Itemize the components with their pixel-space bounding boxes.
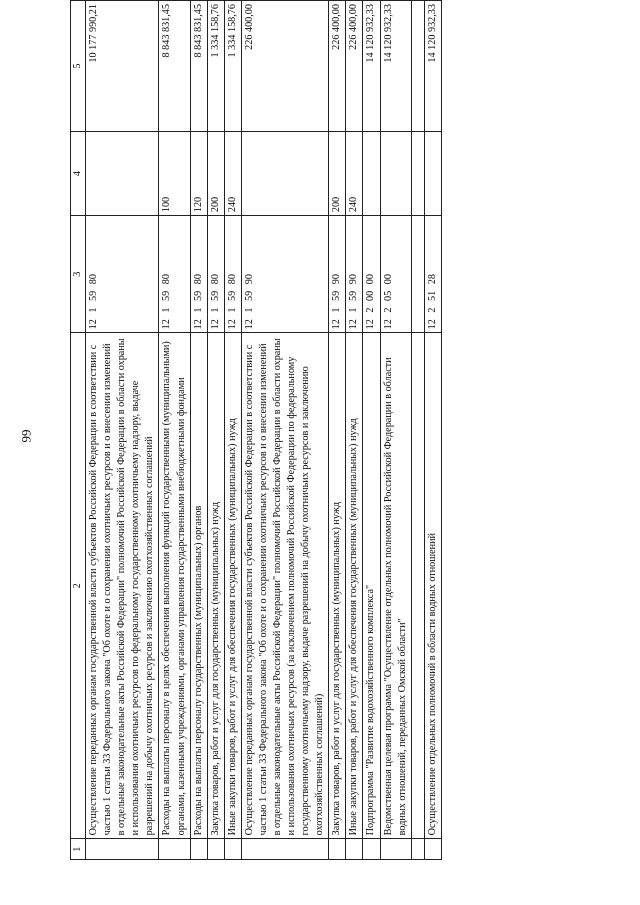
cell-expense-type: 100 — [159, 132, 190, 216]
cell-name: Закупка товаров, работ и услуг для государственных (муниципальных) нужд — [207, 333, 224, 839]
header-col-3: 3 — [71, 216, 86, 333]
table-row — [86, 1, 159, 860]
table-row — [424, 1, 441, 860]
cell-col-1 — [241, 839, 328, 860]
cell-col-1 — [424, 839, 441, 860]
table-row — [159, 1, 190, 860]
table-header-row — [71, 1, 86, 860]
empty-cell — [411, 839, 424, 860]
cell-expense-type — [86, 132, 159, 216]
cell-code: 12 1 59 80 — [159, 216, 190, 333]
cell-code: 12 1 59 90 — [329, 216, 346, 333]
cell-expense-type — [380, 132, 411, 216]
cell-code: 12 1 59 80 — [207, 216, 224, 333]
header-col-2: 2 — [71, 333, 86, 839]
cell-expense-type: 240 — [346, 132, 363, 216]
cell-sum: 226 400,00 — [241, 1, 328, 132]
cell-name: Подпрограмма "Развитие водохозяйственного комплекса" — [363, 333, 380, 839]
cell-name: Осуществление отдельных полномочий в области водных отношений — [424, 333, 441, 839]
cell-sum: 10 177 990,21 — [86, 1, 159, 132]
budget-table — [70, 0, 442, 860]
cell-code: 12 1 59 90 — [241, 216, 328, 333]
cell-sum: 14 120 932,33 — [363, 1, 380, 132]
table-row — [363, 1, 380, 860]
cell-name: Иные закупки товаров, работ и услуг для обеспечения государственных (муниципальных) нужд — [224, 333, 241, 839]
cell-col-1 — [86, 839, 159, 860]
cell-name: Расходы на выплаты персоналу в целях обеспечения выполнения функций государственными (муниципальными) органами, казенными учреждениями, органами управления государственными внебюджетными фондами — [159, 333, 190, 839]
cell-sum: 226 400,00 — [329, 1, 346, 132]
cell-col-1 — [363, 839, 380, 860]
cell-sum: 226 400,00 — [346, 1, 363, 132]
header-col-5: 5 — [71, 1, 86, 132]
table-row — [224, 1, 241, 860]
table-row — [241, 1, 328, 860]
cell-expense-type: 200 — [207, 132, 224, 216]
table-row — [329, 1, 346, 860]
table-body — [86, 1, 442, 860]
cell-code: 12 2 51 28 — [424, 216, 441, 333]
cell-expense-type: 200 — [329, 132, 346, 216]
cell-sum: 1 334 158,76 — [207, 1, 224, 132]
cell-name: Иные закупки товаров, работ и услуг для обеспечения государственных (муниципальных) нужд — [346, 333, 363, 839]
cell-expense-type — [424, 132, 441, 216]
table-gap-row — [411, 1, 424, 860]
table-row — [346, 1, 363, 860]
cell-name: Ведомственная целевая программа "Осуществление отдельных полномочий Российской Федерации в области водных отношений, переданных Омской области" — [380, 333, 411, 839]
header-col-1: 1 — [71, 839, 86, 860]
cell-sum: 1 334 158,76 — [224, 1, 241, 132]
cell-sum: 8 843 831,45 — [190, 1, 207, 132]
cell-expense-type: 240 — [224, 132, 241, 216]
cell-col-1 — [207, 839, 224, 860]
cell-sum: 14 120 932,33 — [424, 1, 441, 132]
cell-code: 12 1 59 80 — [224, 216, 241, 333]
table-row — [380, 1, 411, 860]
cell-name: Осуществление переданных органам государственной власти субъектов Российской Федерации в соответствии с частью 1 статьи 33 Федерального закона "Об охоте и о сохранении охотничьих ресурсов и о внесении изменений в отдельные законодательные акты Российской Федерации" полномочий Российской Федерации в области охраны и использования охотничьих ресурсов (за исключением полномочий Российской Федерации по федеральному государственному охотничьему надзору, выдаче разрешений на добычу охотничьих ресурсов и заключению охотхозяйственных соглашений) — [241, 333, 328, 839]
cell-sum: 14 120 932,33 — [380, 1, 411, 132]
cell-sum: 8 843 831,45 — [159, 1, 190, 132]
empty-cell — [411, 132, 424, 216]
cell-code: 12 2 05 00 — [380, 216, 411, 333]
cell-col-1 — [224, 839, 241, 860]
empty-cell — [411, 216, 424, 333]
cell-code: 12 1 59 90 — [346, 216, 363, 333]
cell-name: Осуществление переданных органам государственной власти субъектов Российской Федерации в соответствии с частью 1 статьи 33 Федерального закона "Об охоте и о сохранении охотничьих ресурсов и о внесении изменений в отдельные законодательные акты Российской Федерации" полномочий Российской Федерации в области охраны и использования охотничьих ресурсов по федеральному государственному охотничьему надзору, выдаче разрешений на добычу охотничьих ресурсов и заключению охотхозяйственных соглашений — [86, 333, 159, 839]
cell-code: 12 1 59 80 — [86, 216, 159, 333]
empty-cell — [411, 333, 424, 839]
table-row — [190, 1, 207, 860]
cell-code: 12 2 00 00 — [363, 216, 380, 333]
cell-name: Расходы на выплаты персоналу государственных (муниципальных) органов — [190, 333, 207, 839]
cell-code: 12 1 59 80 — [190, 216, 207, 333]
cell-col-1 — [346, 839, 363, 860]
cell-col-1 — [329, 839, 346, 860]
empty-cell — [411, 1, 424, 132]
cell-col-1 — [159, 839, 190, 860]
cell-expense-type: 120 — [190, 132, 207, 216]
page-number: 99 — [18, 429, 34, 443]
cell-expense-type — [363, 132, 380, 216]
cell-col-1 — [190, 839, 207, 860]
table-row — [207, 1, 224, 860]
cell-expense-type — [241, 132, 328, 216]
cell-name: Закупка товаров, работ и услуг для государственных (муниципальных) нужд — [329, 333, 346, 839]
header-col-4: 4 — [71, 132, 86, 216]
cell-col-1 — [380, 839, 411, 860]
rotated-page-content — [48, 0, 608, 860]
